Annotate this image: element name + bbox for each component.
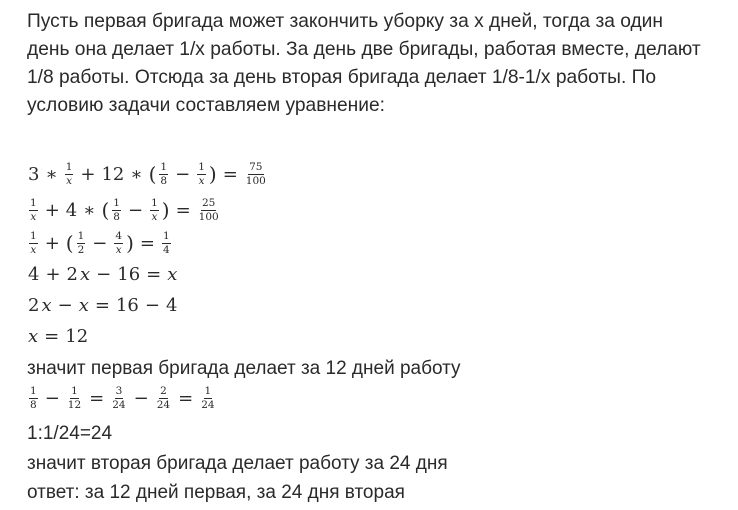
fraction — [197, 162, 206, 187]
fraction — [162, 231, 171, 256]
equation-1 — [27, 158, 269, 190]
text-ratio: 1:1/24=24 — [27, 423, 113, 444]
fraction-numerator: 2 — [160, 384, 167, 397]
fraction-denominator: 2 — [77, 243, 85, 256]
math-token: = — [44, 325, 60, 347]
math-token: = — [139, 232, 155, 254]
text-first-brigade: значит первая бригада делает за 12 дней работу — [27, 358, 461, 379]
math-token: 2 — [66, 263, 78, 285]
fraction-denominator: x — [66, 174, 72, 187]
text-answer: ответ: за 12 дней первая, за 24 дня вторая — [27, 482, 405, 503]
fraction — [29, 198, 38, 223]
math-token: = — [146, 263, 162, 285]
math-token: = — [94, 294, 110, 316]
math-token: 3 — [28, 163, 40, 185]
math-token: ∗ — [45, 163, 58, 185]
fraction-numerator: 1 — [65, 160, 73, 173]
fraction-denominator: x — [30, 243, 37, 256]
math-token: = — [178, 387, 194, 409]
math-token: ) — [126, 231, 134, 255]
fraction-numerator: 1 — [30, 384, 37, 397]
fraction-numerator: 1 — [160, 160, 168, 173]
equation-4 — [27, 258, 178, 290]
fraction-denominator: 24 — [156, 398, 171, 411]
fraction-denominator: x — [198, 174, 205, 187]
intro-line: Пусть первая бригада может закончить уборку за х дней, тогда за один — [27, 11, 663, 32]
fraction — [29, 386, 38, 411]
math-token: ( — [148, 162, 157, 186]
text-second-brigade: значит вторая бригада делает работу за 24 дня — [27, 453, 448, 474]
math-token: 4 — [165, 294, 178, 316]
math-token: x — [78, 294, 89, 316]
fraction — [159, 162, 168, 187]
math-token: ( — [65, 231, 74, 255]
fraction — [65, 162, 74, 187]
math-token: − — [57, 294, 73, 316]
equation-3 — [27, 227, 173, 259]
fraction-denominator: 8 — [113, 210, 120, 223]
fraction-numerator: 1 — [30, 196, 37, 209]
fraction-denominator: x — [151, 210, 158, 223]
intro-line: 1/8 работы. Отсюда за день вторая бригада делает 1/8-1/х работы. По — [27, 67, 657, 88]
fraction-denominator: x — [30, 210, 37, 223]
math-token: ) — [208, 162, 217, 186]
math-token: − — [144, 294, 160, 316]
fraction — [112, 198, 121, 223]
problem-intro — [27, 8, 717, 120]
math-token: = — [89, 387, 105, 409]
equation-2 — [27, 194, 222, 226]
math-token: − — [96, 263, 112, 285]
fraction-numerator: 4 — [115, 229, 123, 242]
fraction-numerator: 1 — [113, 196, 120, 209]
fraction-denominator: 100 — [245, 174, 266, 187]
math-token: 4 — [28, 263, 40, 285]
fraction-numerator: 1 — [30, 229, 37, 242]
math-token: x — [167, 263, 178, 285]
fraction-denominator: 4 — [162, 243, 170, 256]
math-token: ( — [101, 198, 110, 222]
fraction-numerator: 3 — [115, 384, 123, 397]
math-token: 12 — [65, 325, 89, 347]
math-token: = — [175, 199, 191, 221]
math-token: − — [175, 163, 191, 185]
math-token: + — [45, 263, 61, 285]
fraction — [245, 162, 267, 187]
math-token: + — [44, 232, 60, 254]
math-token: x — [80, 263, 91, 285]
intro-line: условию задачи составляем уравнение: — [27, 95, 385, 116]
fraction — [67, 386, 82, 411]
fraction — [77, 231, 86, 256]
fraction-numerator: 1 — [151, 196, 158, 209]
equation-7 — [27, 382, 218, 414]
fraction-denominator: 24 — [201, 398, 215, 411]
fraction-denominator: 8 — [30, 398, 37, 411]
math-token: 2 — [28, 294, 40, 316]
math-token: ∗ — [130, 163, 143, 185]
math-token: ∗ — [83, 199, 96, 221]
fraction — [198, 198, 220, 223]
equation-6 — [27, 320, 89, 352]
fraction-numerator: 1 — [77, 229, 85, 242]
math-token: − — [133, 387, 149, 409]
math-token: + — [80, 163, 96, 185]
math-token: x — [41, 294, 52, 316]
math-token: ) — [161, 198, 170, 222]
intro-line: день она делает 1/х работы. За день две бригады, работая вместе, делают — [27, 39, 701, 60]
fraction-denominator: x — [115, 243, 122, 256]
math-token: − — [44, 387, 60, 409]
fraction — [200, 386, 215, 411]
math-token: − — [127, 199, 144, 221]
fraction-numerator: 25 — [201, 196, 216, 209]
fraction-numerator: 1 — [198, 160, 205, 173]
fraction — [114, 231, 123, 256]
fraction-numerator: 75 — [249, 160, 263, 173]
fraction-denominator: 8 — [160, 174, 168, 187]
math-token: 16 — [117, 263, 141, 285]
fraction-denominator: 100 — [198, 210, 219, 223]
fraction — [156, 386, 171, 411]
fraction — [29, 231, 38, 256]
math-token: 4 — [65, 199, 78, 221]
math-token: − — [92, 232, 108, 254]
math-token: 16 — [115, 294, 139, 316]
equation-5 — [27, 289, 178, 321]
math-token: x — [28, 325, 39, 347]
fraction-denominator: 24 — [112, 398, 126, 411]
fraction — [111, 386, 126, 411]
fraction — [150, 198, 159, 223]
fraction-numerator: 1 — [71, 384, 78, 397]
math-token: = — [222, 163, 238, 185]
math-token: 12 — [101, 163, 125, 185]
math-token: + — [44, 199, 60, 221]
fraction-denominator: 12 — [67, 398, 82, 411]
fraction-numerator: 1 — [162, 229, 170, 242]
fraction-numerator: 1 — [204, 384, 212, 397]
